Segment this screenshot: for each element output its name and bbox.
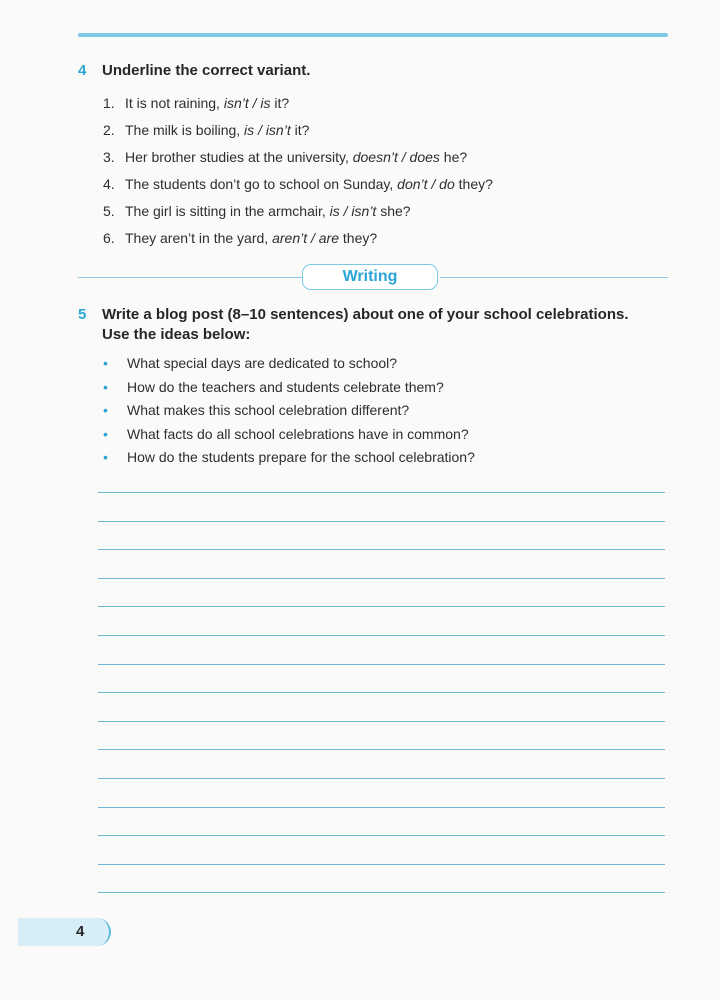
- task-5-instruction: Write a blog post (8–10 sentences) about one of your school celebrations.: [102, 306, 629, 323]
- answer-options[interactable]: isn’t / is: [223, 95, 271, 111]
- section-title-writing: Writing: [302, 264, 438, 290]
- answer-line[interactable]: [98, 578, 665, 579]
- answer-line[interactable]: [98, 835, 665, 836]
- page-number-tab: [18, 918, 111, 946]
- answer-writing-area[interactable]: [98, 492, 665, 921]
- bullet-icon: •: [103, 449, 108, 465]
- task-4-instruction: Underline the correct variant.: [102, 62, 311, 79]
- idea-item: • What facts do all school celebrations have in common?: [103, 423, 475, 447]
- exercise-item: 5. The girl is sitting in the armchair, is / isn’t she?: [103, 203, 411, 219]
- answer-options[interactable]: doesn’t / does: [352, 149, 440, 165]
- exercise-item: 4. The students don’t go to school on Sunday, don’t / do they?: [103, 176, 493, 192]
- idea-item: • How do the teachers and students celebrate them?: [103, 376, 475, 400]
- bullet-icon: •: [103, 402, 108, 418]
- answer-options[interactable]: is / isn’t: [329, 203, 377, 219]
- answer-line[interactable]: [98, 749, 665, 750]
- answer-line[interactable]: [98, 606, 665, 607]
- answer-line[interactable]: [98, 521, 665, 522]
- answer-line[interactable]: [98, 864, 665, 865]
- section-divider-right: [440, 277, 668, 278]
- answer-line[interactable]: [98, 549, 665, 550]
- answer-line[interactable]: [98, 635, 665, 636]
- idea-item: • How do the students prepare for the school celebration?: [103, 446, 475, 470]
- top-rule: [78, 33, 668, 37]
- answer-line[interactable]: [98, 892, 665, 893]
- bullet-icon: •: [103, 425, 108, 442]
- answer-options[interactable]: don’t / do: [397, 176, 455, 192]
- ideas-list: [103, 352, 475, 470]
- answer-line[interactable]: [98, 664, 665, 665]
- idea-item: • What special days are dedicated to school?: [103, 352, 475, 376]
- exercise-item: 1. It is not raining, isn’t / is it?: [103, 95, 290, 111]
- answer-line[interactable]: [98, 778, 665, 779]
- task-4-heading: [78, 61, 310, 81]
- task-4-exercise-list: [103, 90, 493, 252]
- bullet-icon: •: [103, 378, 108, 395]
- answer-options[interactable]: is / isn’t: [244, 122, 291, 138]
- answer-line[interactable]: [98, 721, 665, 722]
- idea-item: • What makes this school celebration different?: [103, 399, 475, 423]
- section-divider-left: [78, 277, 303, 278]
- task-5-number: 5: [78, 306, 87, 323]
- task-5-heading: [78, 305, 678, 345]
- answer-line[interactable]: [98, 692, 665, 693]
- task-5-instruction-2: Use the ideas below:: [102, 326, 251, 343]
- exercise-item: 3. Her brother studies at the university, doesn’t / does he?: [103, 149, 468, 165]
- exercise-item: 6. They aren’t in the yard, aren’t / are they?: [103, 230, 378, 246]
- answer-options[interactable]: aren’t / are: [272, 230, 340, 246]
- answer-line[interactable]: [98, 807, 665, 808]
- page-number: 4: [76, 923, 85, 940]
- answer-line[interactable]: [98, 492, 665, 493]
- task-4-number: 4: [78, 62, 87, 79]
- exercise-item: 2. The milk is boiling, is / isn’t it?: [103, 122, 310, 138]
- bullet-icon: •: [103, 355, 108, 371]
